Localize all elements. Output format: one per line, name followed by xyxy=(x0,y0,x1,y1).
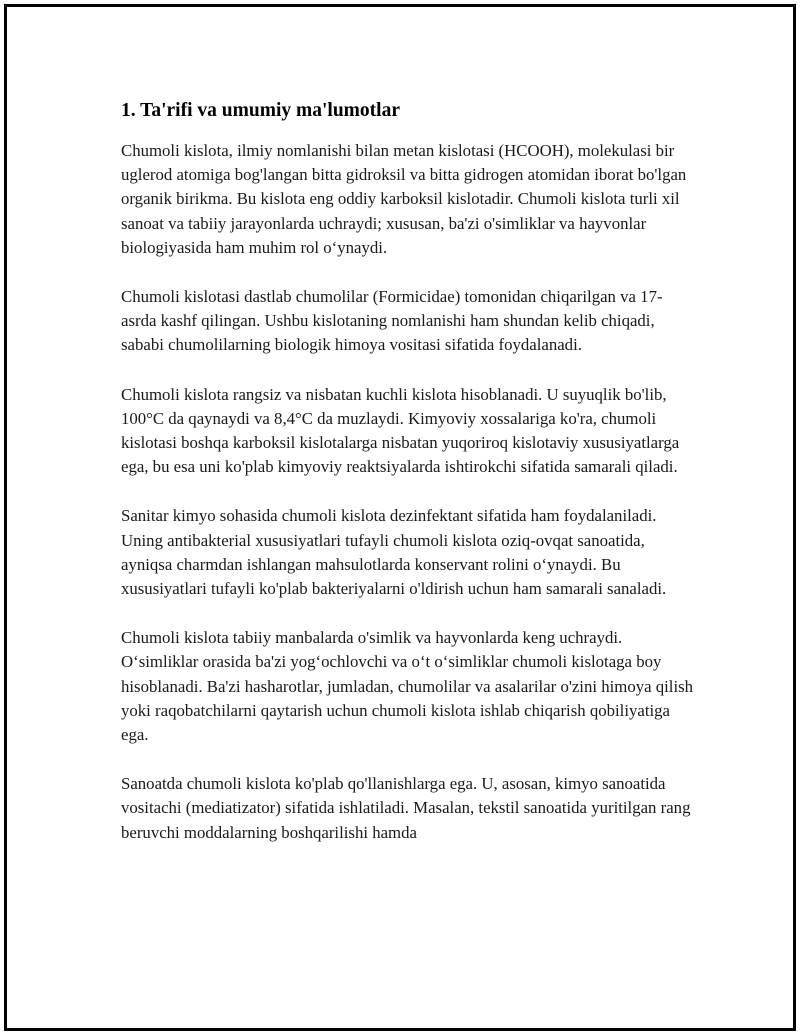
paragraph-sanitary-use: Sanitar kimyo sohasida chumoli kislota dezinfektant sifatida ham foydalaniladi. Uning antibakterial xususiyatlari tufayli chumoli kislota oziq-ovqat sanoatida, ayniqsa charmdan ishlangan mahsulotlarda konservant rolini o‘ynaydi. Bu xususiyatlari tufayli ko'plab bakteriyalarni o'ldirish uchun ham samarali sanaladi. xyxy=(121,506,667,599)
paragraph-natural-sources: Chumoli kislota tabiiy manbalarda o'simlik va hayvonlarda keng uchraydi. O‘simliklar orasida ba'zi yog‘ochlovchi va o‘t o‘simliklar chumoli kislotaga boy hisoblanadi. Ba'zi hasharotlar, jumladan, chumolilar va asalarilar o'zini himoya qilish yoki raqobatchilarni qaytarish uchun chumoli kislota ishlab chiqarish qobiliyatiga ega. xyxy=(121,628,694,745)
section-heading: 1. Ta'rifi va umumiy ma'lumotlar xyxy=(121,100,400,121)
paragraph-industrial-use: Sanoatda chumoli kislota ko'plab qo'llanishlarga ega. U, asosan, kimyo sanoatida vositachi (mediatizator) sifatida ishlatiladi. Masalan, tekstil sanoatida yuritilgan rang beruvchi moddalarning boshqarilishi hamda xyxy=(121,774,691,842)
document-page xyxy=(4,4,796,1031)
paragraph-properties: Chumoli kislota rangsiz va nisbatan kuchli kislota hisoblanadi. U suyuqlik bo'lib, 100°C da qaynaydi va 8,4°C da muzlaydi. Kimyoviy xossalariga ko'ra, chumoli kislotasi boshqa karboksil kislotalarga nisbatan yuqoriroq kislotaviy xususiyatlarga ega, bu esa uni ko'plab kimyoviy reaktsiyalarda ishtirokchi sifatida samarali qiladi. xyxy=(121,384,680,477)
paragraph-definition: Chumoli kislota, ilmiy nomlanishi bilan metan kislotasi (HCOOH), molekulasi bir uglerod atomiga bog'langan bitta gidroksil va bitta gidrogen atomidan iborat bo'lgan organik birikma. Bu kislota eng oddiy karboksil kislotadir. Chumoli kislota turli xil sanoat va tabiiy jarayonlarda uchraydi; xususan, ba'zi o'simliklar va hayvonlar biologiyasida ham muhim rol o‘ynaydi. xyxy=(121,141,687,257)
paragraph-history: Chumoli kislotasi dastlab chumolilar (Formicidae) tomonidan chiqarilgan va 17-asrda kashf qilingan. Ushbu kislotaning nomlanishi ham shundan kelib chiqadi, sababi chumolilarning biologik himoya vositasi sifatida foydalanadi. xyxy=(121,287,663,355)
document-body xyxy=(121,99,696,870)
